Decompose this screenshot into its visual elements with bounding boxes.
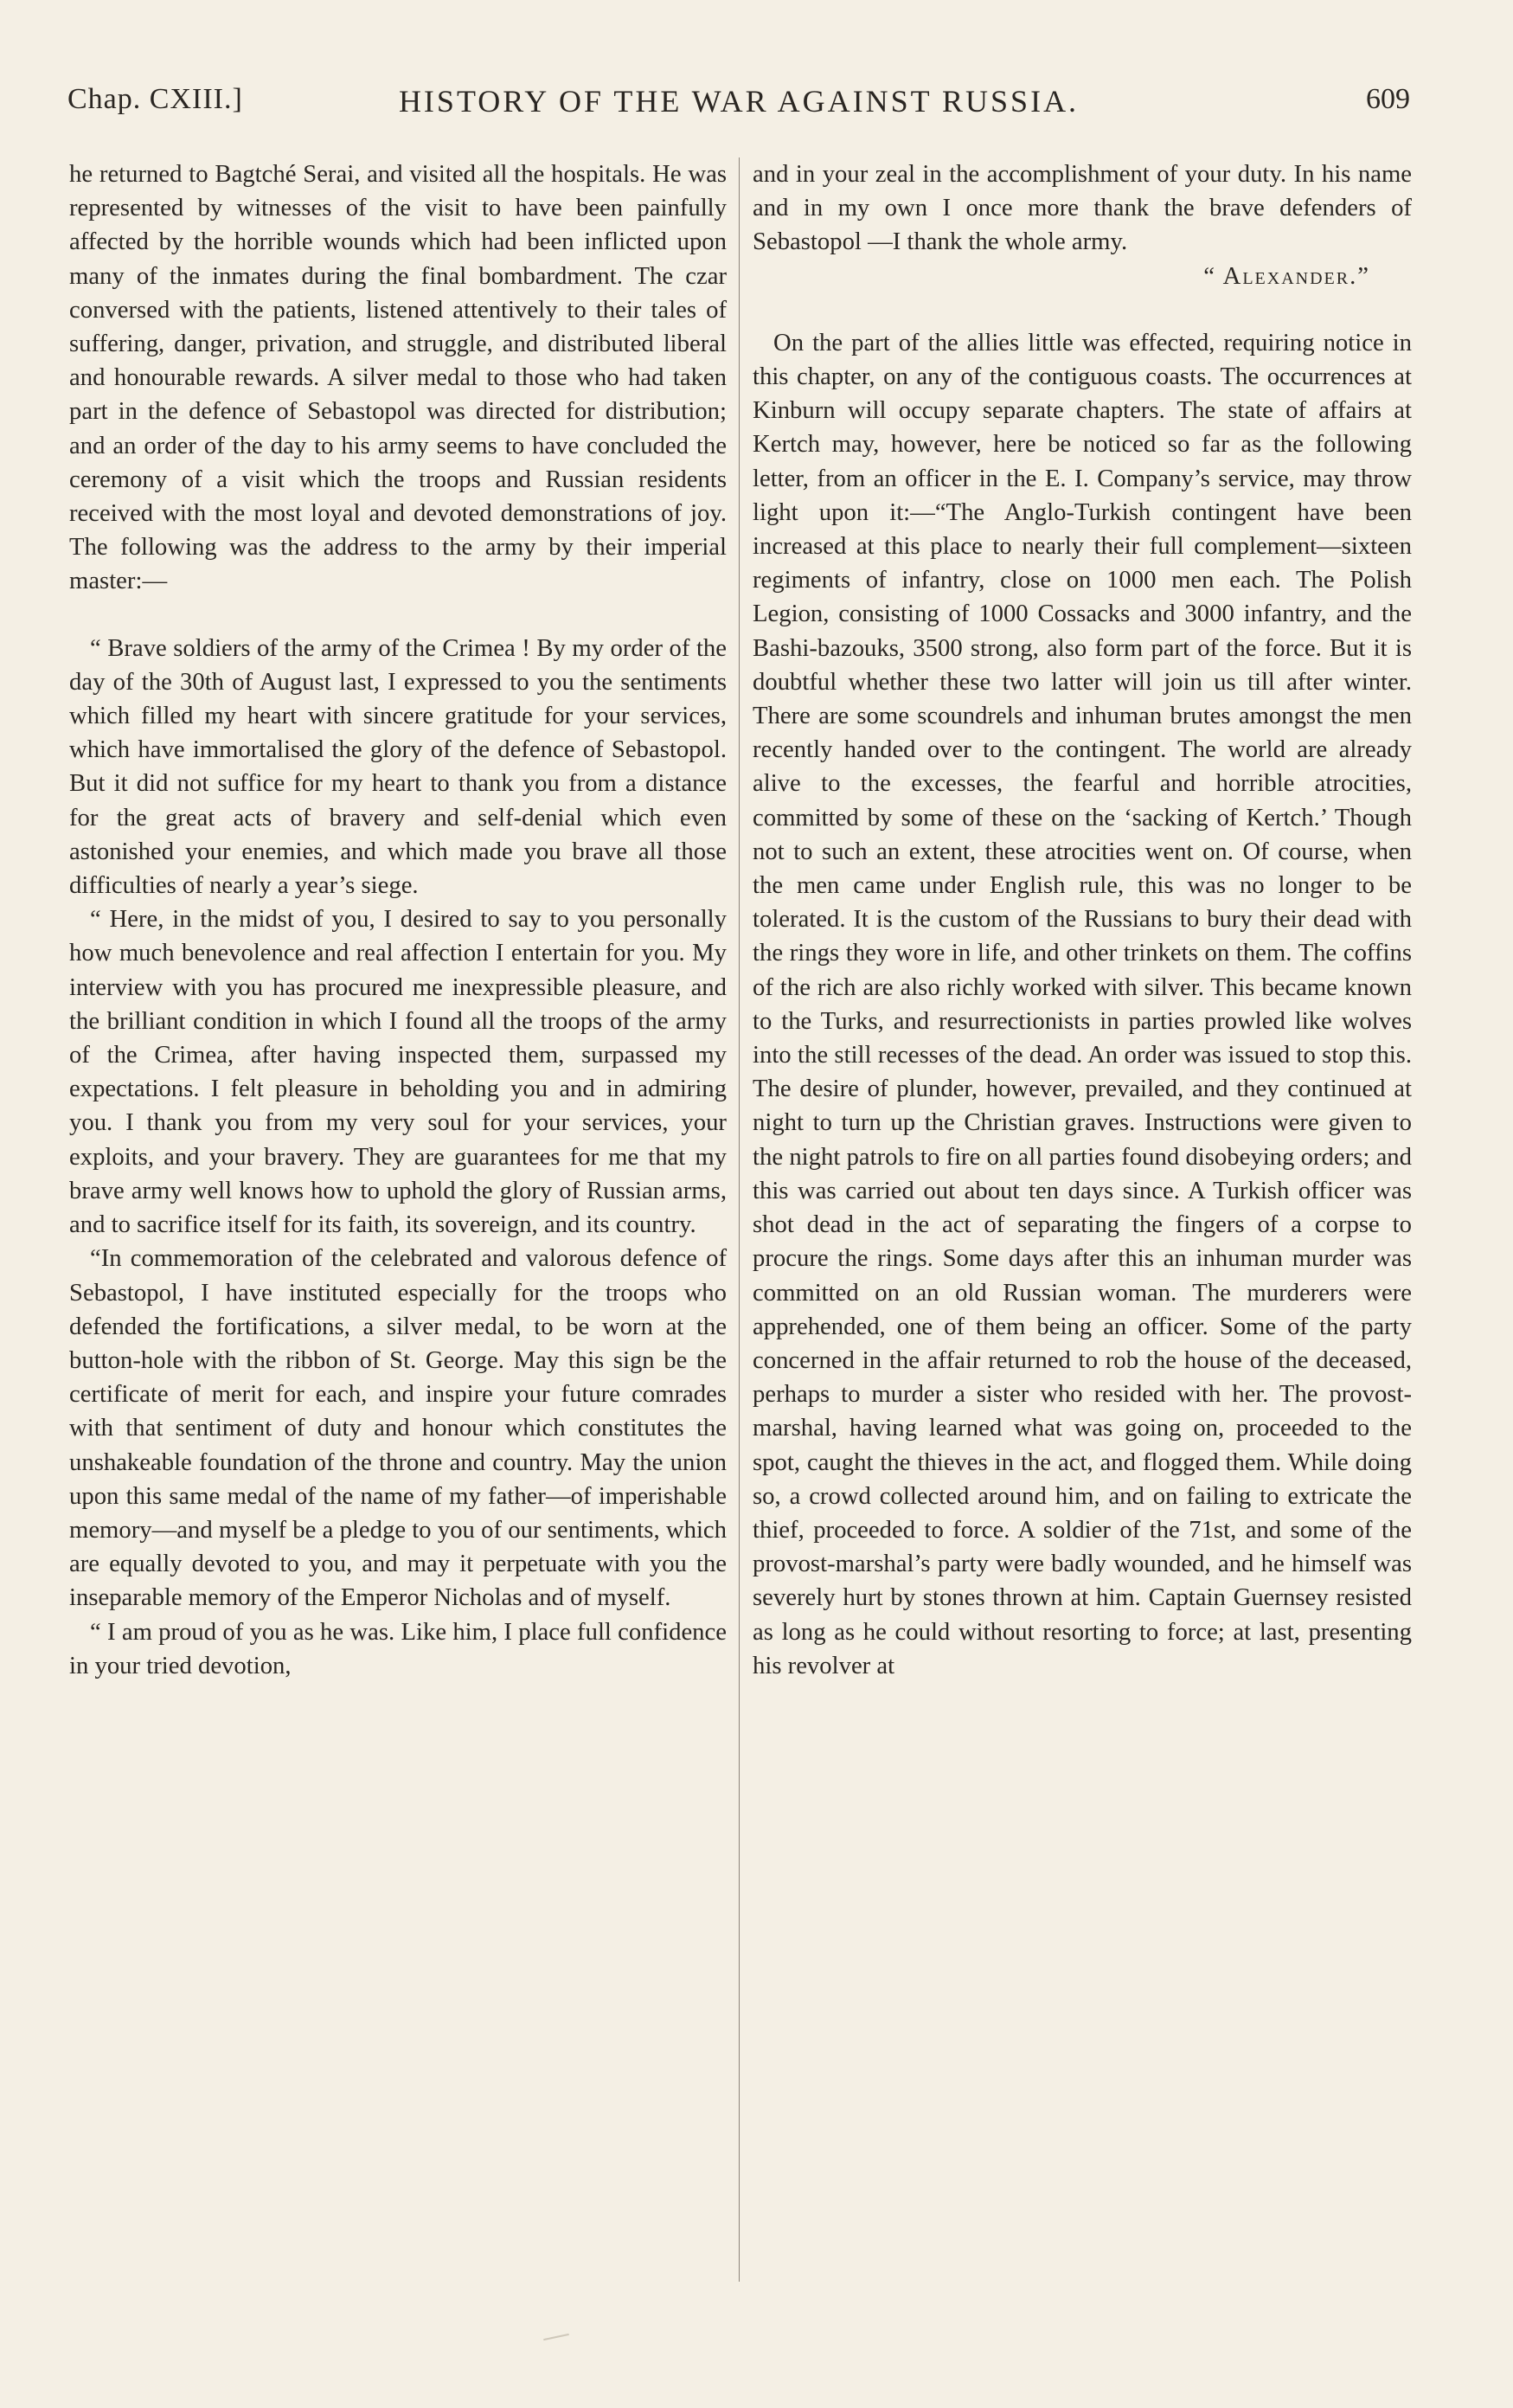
paragraph: On the part of the allies little was effected, requiring notice in this chapter, on any of the contiguous coasts. The occurrences at Kinburn will occupy separate chapters. The state of affairs at Kertch may, however, here be noticed so far as the following letter, from an officer in the E. I. Company’s service, may throw light upon it:—“The Anglo-Turkish contingent have been increased at this place to nearly their full complement—sixteen regiments of infantry, close on 1000 men each. The Polish Legion, consisting of 1000 Cossacks and 3000 infantry, and the Bashi-bazouks, 3500 strong, also form part of the force. But it is doubtful whether these two latter will join us till after winter. There are some scoundrels and inhuman brutes amongst the men recently handed over to the contingent. The world are already alive to the excesses, the fearful and horrible atrocities, committed by some of these on the ‘sacking of Kertch.’ Though not to such an extent, these atrocities went on. Of course, when the men came under English rule, this was no longer to be tolerated. It is the custom of the Russians to bury their dead with the rings they wore in life, and other trinkets on them. The coffins of the rich are also richly worked with silver. This became known to the Turks, and resurrectionists in parties prowled like wolves into the still recesses of the dead. An order was issued to stop this. The desire of plunder, however, prevailed, and they continued at night to turn up the Christian graves. Instructions were given to the night patrols to fire on all parties found disobeying orders; and this was carried out about ten days since. A Turkish officer was shot dead in the act of separating the fingers of a corpse to procure the rings. Some days after this an inhuman murder was committed on an old Russian woman. The murderers were apprehended, one of them being an officer. Some of the party concerned in the affair returned to rob the house of the deceased, perhaps to murder a sister who resided with her. The provost-marshal, having learned what was going on, proceeded to the spot, caught the thieves in the act, and flogged them. While doing so, a crowd collected around him, and on failing to extricate the thief, proceeded to force. A soldier of the 71st, and some of the provost-marshal’s party were badly wounded, and he himself was severely hurt by stones thrown at him. Captain Guernsey resisted as long as he could without resorting to force; at last, presenting his revolver at [753, 328, 1412, 1679]
signature: “ Alexander.” [1203, 261, 1370, 290]
chapter-label: Chap. CXIII.] [67, 83, 243, 115]
page-number: 609 [1366, 83, 1410, 115]
left-column [69, 157, 727, 1683]
paragraph: “In commemoration of the celebrated and valorous defence of Sebastopol, I have instituted especially for the troops who defended the fortifications, a silver medal, to be worn at the button-hole with the ribbon of St. George. May this sign be the certificate of merit for each, and inspire your future comrades with that sentiment of duty and honour which constitutes the unshakeable foundation of the throne and country. May the union upon this same medal of the name of my father—of imperishable memory—and myself be a pledge to you of our sentiments, which are equally devoted to you, and may it perpetuate with you the inseparable memory of the Emperor Nicholas and of myself. [69, 1244, 727, 1612]
paragraph: “ I am proud of you as he was. Like him, I place full confidence in your tried devotion, [69, 1617, 727, 1679]
page-mark [543, 2334, 569, 2341]
paragraph: he returned to Bagtché Serai, and visited all the hospitals. He was represented by witnesses of the visit to have been painfully affected by the horrible wounds which had been inflicted upon many of the inmates during the final bombardment. The czar conversed with the patients, listened attentively to their tales of suffering, danger, privation, and struggle, and distributed liberal and honourable rewards. A silver medal to those who had taken part in the defence of Sebastopol was directed for distribution; and an order of the day to his army seems to have concluded the ceremony of a visit which the troops and Russian residents received with the most loyal and devoted demonstrations of joy. The following was the address to the army by their imperial master:— [69, 160, 727, 595]
paragraph: and in your zeal in the accomplishment of your duty. In his name and in my own I once more thank the brave defenders of Sebastopol —I thank the whole army. [753, 160, 1412, 256]
right-column [753, 157, 1412, 1683]
paragraph: “ Brave soldiers of the army of the Crimea ! By my order of the day of the 30th of August last, I expressed to you the sentiments which filled my heart with sincere gratitude for your services, which have immortalised the glory of the defence of Sebastopol. But it did not suffice for my heart to thank you from a distance for the great acts of bravery and self-denial which even astonished your enemies, and which made you brave all those difficulties of nearly a year’s siege. [69, 633, 727, 900]
column-divider [739, 157, 740, 2282]
paragraph: “ Here, in the midst of you, I desired to say to you personally how much benevolence and real affection I entertain for you. My interview with you has procured me inexpressible pleasure, and the brilliant condition in which I found all the troops of the army of the Crimea, after having inspected them, surpassed my expectations. I felt pleasure in beholding you and in admiring you. I thank you from my very soul for your services, your exploits, and your bravery. They are guarantees for me that my brave army well knows how to uphold the glory of Russian arms, and to sacrifice itself for its faith, its sovereign, and its country. [69, 905, 727, 1239]
running-header [67, 83, 1410, 135]
page-title: HISTORY OF THE WAR AGAINST RUSSIA. [398, 84, 1080, 119]
